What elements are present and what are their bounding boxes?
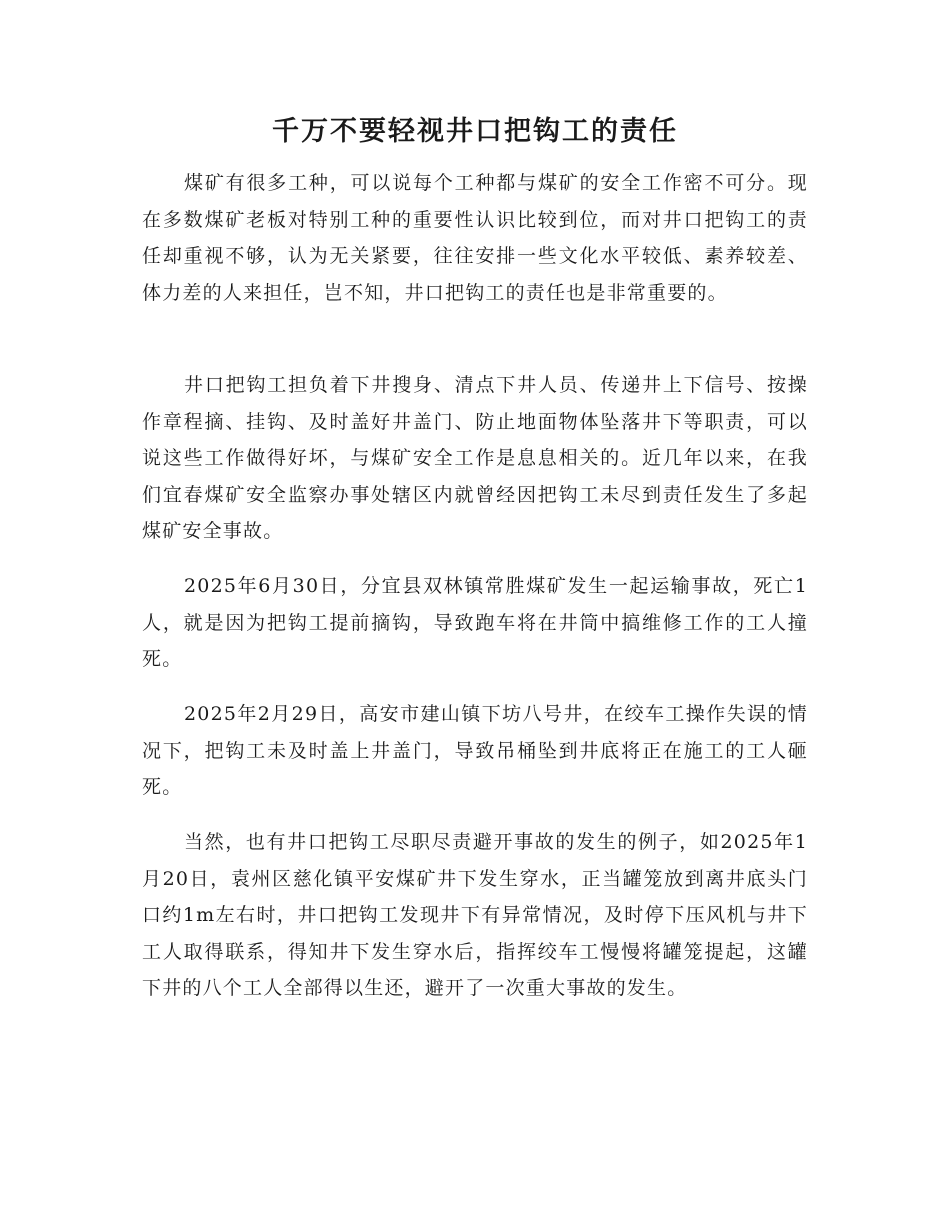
paragraph-3: 2025年6月30日，分宜县双林镇常胜煤矿发生一起运输事故，死亡1人，就是因为把钩工提前摘钩，导致跑车将在井筒中搞维修工作的工人撞死。 bbox=[142, 575, 808, 670]
paragraph-4: 2025年2月29日，高安市建山镇下坊八号井，在绞车工操作失误的情况下，把钩工未及时盖上井盖门，导致吊桶坠到井底将正在施工的工人砸死。 bbox=[142, 703, 808, 798]
paragraph-1: 煤矿有很多工种，可以说每个工种都与煤矿的安全工作密不可分。现在多数煤矿老板对特别工种的重要性认识比较到位，而对井口把钩工的责任却重视不够，认为无关紧要，往往安排一些文化水平较低、素养较差、体力差的人来担任，岂不知，井口把钩工的责任也是非常重要的。 bbox=[142, 172, 808, 304]
document-title: 千万不要轻视井口把钩工的责任 bbox=[272, 116, 678, 147]
paragraph-2: 井口把钩工担负着下井搜身、清点下井人员、传递井上下信号、按操作章程摘、挂钩、及时盖好井盖门、防止地面物体坠落井下等职责，可以说这些工作做得好坏，与煤矿安全工作是息息相关的。近几年以来，在我们宜春煤矿安全监察办事处辖区内就曾经因把钩工未尽到责任发生了多起煤矿安全事故。 bbox=[142, 374, 808, 542]
paragraph-5: 当然，也有井口把钩工尽职尽责避开事故的发生的例子，如2025年1月20日，袁州区慈化镇平安煤矿井下发生穿水，正当罐笼放到离井底头门口约1m左右时，井口把钩工发现井下有异常情况，及时停下压风机与井下工人取得联系，得知井下发生穿水后，指挥绞车工慢慢将罐笼提起，这罐下井的八个工人全部得以生还，避开了一次重大事故的发生。 bbox=[142, 831, 808, 999]
